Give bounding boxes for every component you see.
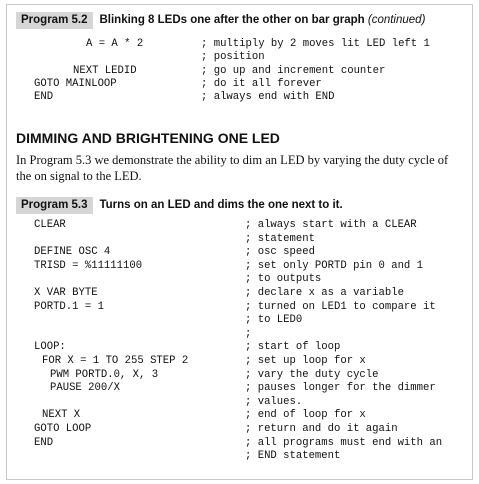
code-line — [0, 423, 479, 436]
code-comment: ; END statement — [245, 450, 341, 463]
code-line — [0, 328, 479, 341]
code-comment: ; set only PORTD pin 0 and 1 — [245, 259, 424, 272]
code-line — [0, 273, 479, 286]
code-comment: ; all programs must end with an — [245, 436, 443, 449]
code-comment: ; multiply by 2 moves lit LED left 1 — [201, 38, 430, 50]
section-heading: DIMMING AND BRIGHTENING ONE LED — [16, 130, 280, 146]
code-line — [0, 301, 479, 314]
code-comment: ; statement — [245, 232, 315, 245]
code-line — [0, 219, 479, 232]
code-line — [0, 396, 479, 409]
section-paragraph: In Program 5.3 we demonstrate the ability to dim an LED by varying the duty cycle of the on signal to the LED. — [16, 153, 449, 183]
code-statement: DEFINE OSC 4 — [34, 246, 111, 259]
program-5-3-title: Turns on an LED and dims the one next to it. — [99, 199, 343, 211]
code-line — [0, 355, 479, 368]
code-line — [0, 38, 479, 51]
code-comment: ; values. — [245, 395, 303, 408]
program-5-3-tag: Program 5.3 — [16, 197, 93, 214]
code-line — [0, 409, 479, 422]
code-statement: CLEAR — [34, 219, 66, 231]
code-comment: ; go up and increment counter — [201, 64, 386, 77]
code-comment: ; always end with END — [201, 91, 335, 104]
code-line — [0, 450, 479, 463]
code-statement: A = A * 2 — [86, 38, 144, 50]
code-comment: ; turned on LED1 to compare it — [245, 300, 436, 313]
code-statement: TRISD = %11111100 — [34, 259, 143, 272]
code-statement: PORTD.1 = 1 — [34, 300, 104, 313]
code-line — [0, 233, 479, 246]
code-comment: ; always start with a CLEAR — [245, 219, 417, 231]
code-statement: FOR X = 1 TO 255 STEP 2 — [42, 355, 189, 367]
code-comment: ; position — [201, 51, 265, 64]
program-5-2-title: Blinking 8 LEDs one after the other on bar graph — [99, 14, 365, 26]
code-line — [0, 65, 479, 78]
code-statement: NEXT X — [42, 409, 81, 422]
code-comment: ; to LED0 — [245, 314, 303, 327]
code-line — [0, 287, 479, 300]
code-statement: X VAR BYTE — [34, 287, 98, 299]
code-comment: ; set up loop for x — [245, 355, 366, 367]
code-line — [0, 78, 479, 91]
code-statement: GOTO MAINLOOP — [34, 77, 117, 90]
code-line — [0, 246, 479, 259]
code-statement: END — [34, 436, 54, 449]
program-5-2-continued: (continued) — [367, 14, 426, 26]
code-comment: ; do it all forever — [201, 77, 322, 90]
code-comment: ; end of loop for x — [245, 409, 366, 422]
code-comment: ; pauses longer for the dimmer — [245, 382, 436, 395]
code-statement: PAUSE 200/X — [50, 382, 120, 395]
code-statement: PWM PORTD.0, X, 3 — [50, 368, 159, 381]
code-line — [0, 51, 479, 64]
program-5-2-tag: Program 5.2 — [16, 12, 93, 29]
code-comment: ; — [245, 327, 252, 340]
code-comment: ; vary the duty cycle — [245, 368, 379, 381]
code-comment: ; start of loop — [245, 341, 341, 354]
code-line — [0, 260, 479, 273]
program-5-2-caption — [16, 12, 466, 29]
code-comment: ; osc speed — [245, 246, 315, 259]
code-statement: NEXT LEDID — [73, 64, 137, 77]
code-line — [0, 437, 479, 450]
code-comment: ; to outputs — [245, 273, 322, 286]
code-line — [0, 314, 479, 327]
program-5-3-caption — [16, 197, 466, 214]
code-comment: ; declare x as a variable — [245, 287, 404, 299]
code-line — [0, 369, 479, 382]
code-line — [0, 91, 479, 104]
code-statement: END — [34, 91, 54, 104]
code-line — [0, 382, 479, 395]
code-statement: LOOP: — [34, 341, 66, 354]
code-line — [0, 341, 479, 354]
code-comment: ; return and do it again — [245, 423, 398, 435]
code-statement: GOTO LOOP — [34, 423, 92, 435]
